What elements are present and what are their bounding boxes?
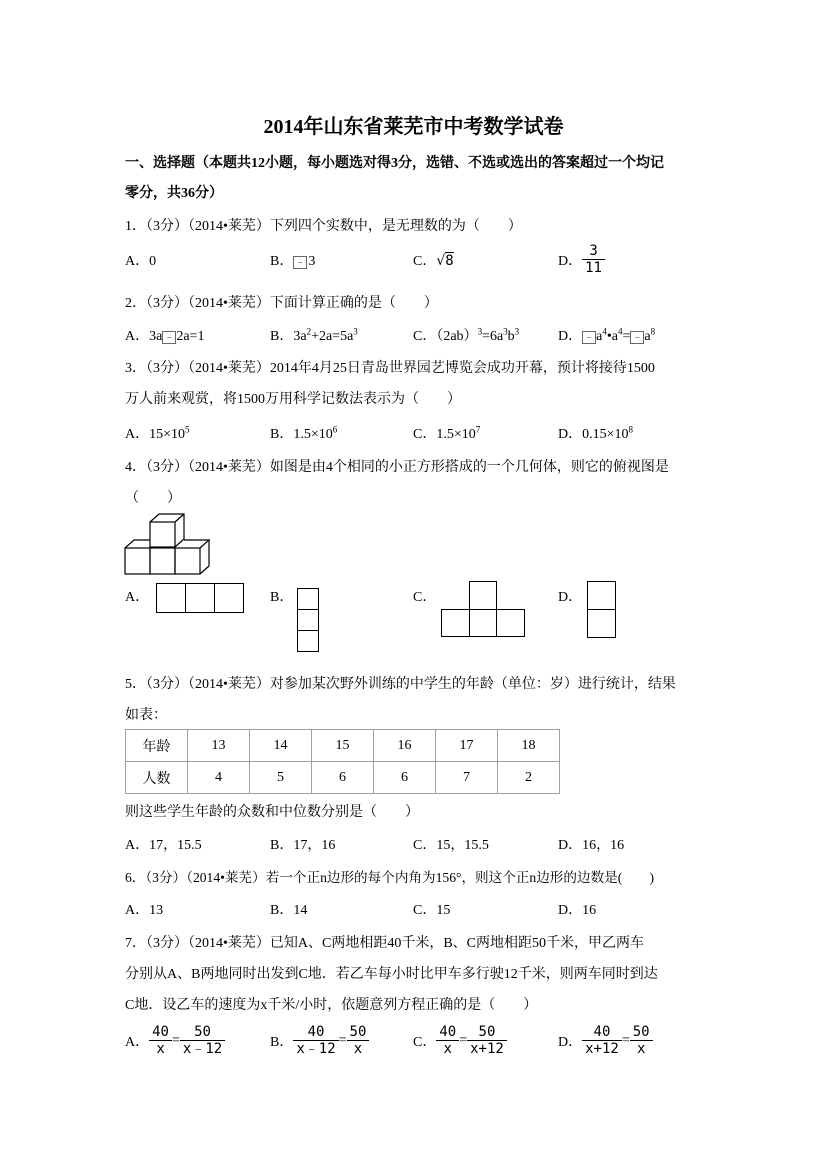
table-cell: 15 [312, 730, 374, 762]
q4-d-square-2 [587, 609, 616, 638]
q4-d-square-1 [587, 581, 616, 610]
q4-stem-line1: 4．（3分）（2014•莱芜）如图是由4个相同的小正方形搭成的一个几何体，则它的俯视图是 [125, 460, 669, 475]
q5-option-b: B．17，16 [270, 838, 336, 853]
q2-option-c: C．$(2ab)^3=6a^3b^3$ [413, 326, 520, 344]
q4-solid-figure [124, 512, 214, 578]
q1-option-a: A．0 [125, 254, 157, 269]
q2-stem: 2．（3分）（2014•莱芜）下面计算正确的是（ ） [125, 296, 438, 311]
q4-b-square-3 [297, 630, 319, 652]
table-cell: 年龄 [126, 730, 188, 762]
table-cell: 13 [188, 730, 250, 762]
table-cell: 7 [436, 762, 498, 794]
q4-option-d: D． [558, 590, 583, 605]
q4-c-square-right [496, 609, 525, 637]
q4-b-square-1 [297, 588, 319, 610]
q4-option-a: A． [125, 590, 150, 605]
q3-option-d: D．$0.15\times 10^8$ [558, 424, 634, 442]
q6-option-d: D．16 [558, 903, 597, 918]
q5-stem-line1: 5．（3分）（2014•莱芜）对参加某次野外训练的中学生的年龄（单位：岁）进行统计，结果 [125, 677, 676, 692]
q5-after: 则这些学生年龄的众数和中位数分别是（ ） [125, 805, 419, 820]
page-title: 2014年山东省莱芜市中考数学试卷 [263, 116, 564, 138]
table-cell: 16 [374, 730, 436, 762]
q7-stem-line3: C地．设乙车的速度为x千米/小时，依题意列方程正确的是（ ） [125, 998, 538, 1013]
q7-option-c: C． $\frac{40}{x}$ = $\frac{50}{x+12}$ [413, 1025, 507, 1057]
q1-stem: 1．（3分）（2014•莱芜）下列四个实数中，是无理数的为（ ） [125, 219, 522, 234]
q1-option-d: D． $\frac{3}{11}$ [558, 244, 605, 276]
age-table [125, 729, 560, 794]
table-cell: 人数 [126, 762, 188, 794]
q4-a-square-2 [185, 583, 215, 613]
q7-option-d: D． $\frac{40}{x+12}$ = $\frac{50}{x}$ [558, 1025, 653, 1057]
q4-c-square-top [469, 581, 497, 610]
q7-stem-line1: 7．（3分）（2014•莱芜）已知A、C两地相距40千米，B、C两地相距50千米，甲乙两车 [125, 936, 645, 951]
q4-option-b: B． [270, 590, 294, 605]
q5-option-d: D．16，16 [558, 838, 625, 853]
q6-option-b: B．14 [270, 903, 308, 918]
q6-option-a: A．13 [125, 903, 164, 918]
q1-option-b: B． ﹣ 3 [270, 254, 316, 269]
q6-stem: 6．（3分）（2014•莱芜）若一个正n边形的每个内角为156°，则这个正n边形的边数是( ) [125, 870, 655, 885]
q5-stem-line2: 如表： [125, 708, 167, 723]
table-cell: 4 [188, 762, 250, 794]
table-cell: 18 [498, 730, 560, 762]
table-row [126, 730, 560, 762]
q7-option-b: B． $\frac{40}{x﹣12}$ = $\frac{50}{x}$ [270, 1025, 369, 1057]
table-row [126, 762, 560, 794]
q4-option-c: C． [413, 590, 437, 605]
q7-stem-line2: 分别从A、B两地同时出发到C地．若乙车每小时比甲车多行驶12千米，则两车同时到达 [125, 967, 658, 982]
q4-b-square-2 [297, 609, 319, 631]
q2-option-b: B．$3a^2+2a=5a^3$ [270, 326, 358, 344]
q3-option-c: C．$1.5\times 10^7$ [413, 424, 481, 442]
q3-option-b: B．$1.5\times 10^6$ [270, 424, 338, 442]
q7-option-a: A． $\frac{40}{x}$ = $\frac{50}{x﹣12}$ [125, 1025, 225, 1057]
table-cell: 5 [250, 762, 312, 794]
q4-a-square-3 [214, 583, 244, 613]
q4-a-square-1 [156, 583, 186, 613]
table-cell: 6 [374, 762, 436, 794]
q3-option-a: A．$15\times 10^5$ [125, 424, 190, 442]
q4-c-square-mid [469, 609, 497, 637]
table-cell: 2 [498, 762, 560, 794]
q2-option-d: D． ﹣ $a^4•a^4=$ ﹣ $a^8$ [558, 326, 656, 344]
table-cell: 6 [312, 762, 374, 794]
q4-stem-line2: （ ） [125, 491, 181, 506]
sqrt-icon: √ [436, 253, 446, 269]
q5-option-c: C．15，15.5 [413, 838, 489, 853]
q4-c-square-left [441, 609, 470, 637]
q2-option-a: A．3a ﹣ 2a=1 [125, 329, 205, 344]
table-cell: 14 [250, 730, 312, 762]
q3-stem-line1: 3．（3分）（2014•莱芜）2014年4月25日青岛世界园艺博览会成功开幕，预计将接待1500 [125, 361, 655, 376]
section-heading-line1: 一、选择题（本题共12小题，每小题选对得3分，选错、不选或选出的答案超过一个均记 [125, 156, 664, 171]
q6-option-c: C．15 [413, 903, 451, 918]
q1-option-c: C．√8 [413, 253, 454, 269]
q3-stem-line2: 万人前来观赏，将1500万用科学记数法表示为（ ） [125, 392, 461, 407]
q5-option-a: A．17，15.5 [125, 838, 202, 853]
table-cell: 17 [436, 730, 498, 762]
section-heading-line2: 零分，共36分） [125, 186, 223, 201]
